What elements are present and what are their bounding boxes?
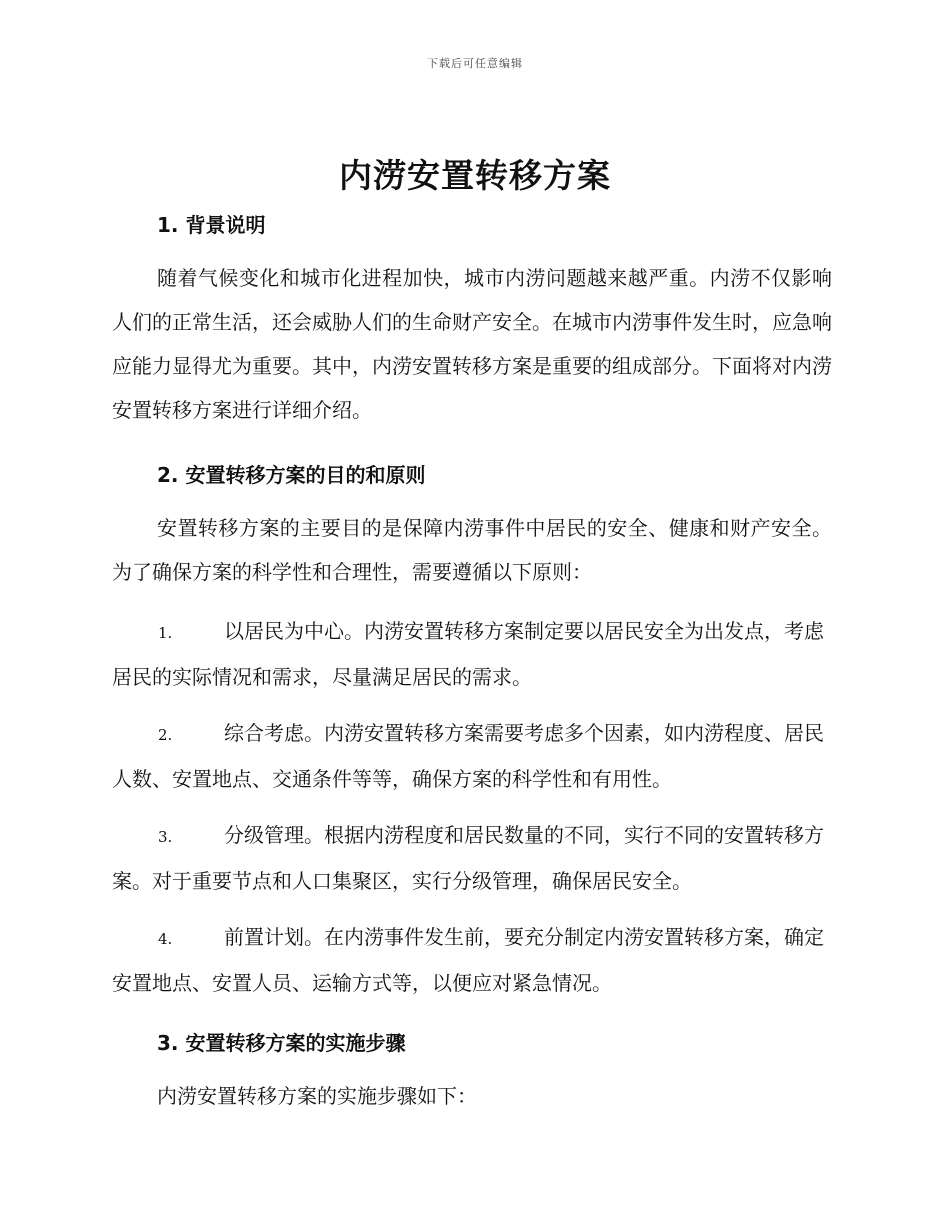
section-heading-background: 1. 背景说明 xyxy=(157,213,266,237)
list-text: 分级管理。根据内涝程度和居民数量的不同，实行不同的安置转移方案。对于重要节点和人口集聚区，实行分级管理，确保居民安全。 xyxy=(112,823,824,893)
list-item xyxy=(112,915,832,1005)
header-note: 下载后可任意编辑 xyxy=(427,57,523,70)
list-number: 3. xyxy=(158,828,173,846)
list-number: 1. xyxy=(158,624,173,642)
paragraph-implementation-intro: 内涝安置转移方案的实施步骤如下： xyxy=(157,1084,477,1108)
list-text: 综合考虑。内涝安置转移方案需要考虑多个因素，如内涝程度、居民人数、安置地点、交通条件等等，确保方案的科学性和有用性。 xyxy=(112,721,824,791)
section-heading-purpose-principles: 2. 安置转移方案的目的和原则 xyxy=(157,463,426,487)
list-item xyxy=(112,813,832,903)
paragraph-purpose: 安置转移方案的主要目的是保障内涝事件中居民的安全、健康和财产安全。为了确保方案的科学性和合理性，需要遵循以下原则： xyxy=(112,516,832,584)
list-number: 2. xyxy=(158,726,173,744)
document-title: 内涝安置转移方案 xyxy=(339,156,611,195)
list-number: 4. xyxy=(158,930,173,948)
list-text: 前置计划。在内涝事件发生前，要充分制定内涝安置转移方案，确定安置地点、安置人员、运输方式等，以便应对紧急情况。 xyxy=(112,925,824,995)
list-item xyxy=(112,609,832,699)
list-item xyxy=(112,711,832,801)
paragraph-background: 随着气候变化和城市化进程加快，城市内涝问题越来越严重。内涝不仅影响人们的正常生活，还会威胁人们的生命财产安全。在城市内涝事件发生时，应急响应能力显得尤为重要。其中，内涝安置转移方案是重要的组成部分。下面将对内涝安置转移方案进行详细介绍。 xyxy=(112,266,832,422)
list-text: 以居民为中心。内涝安置转移方案制定要以居民安全为出发点，考虑居民的实际情况和需求，尽量满足居民的需求。 xyxy=(112,619,824,689)
section-heading-implementation-steps: 3. 安置转移方案的实施步骤 xyxy=(157,1031,406,1055)
